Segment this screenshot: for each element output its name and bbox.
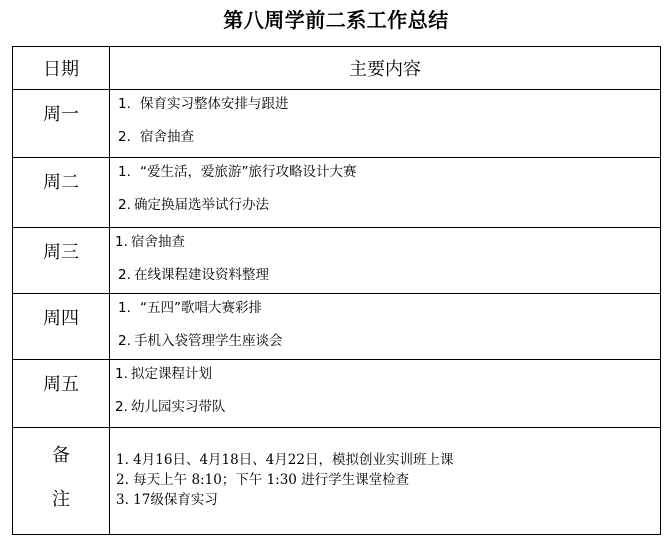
day-cell-wednesday: 周三 bbox=[13, 228, 110, 294]
document-title: 第八周学前二系工作总结 bbox=[223, 8, 449, 32]
notes-label-cell bbox=[13, 428, 110, 535]
content-cell-friday bbox=[110, 360, 661, 428]
content-cell-monday bbox=[110, 90, 661, 158]
table-row bbox=[13, 228, 661, 294]
list-item: 2. 确定换届选举试行办法 bbox=[118, 196, 269, 213]
day-cell-thursday: 周四 bbox=[13, 294, 110, 360]
list-item: 1. 宿舍抽查 bbox=[115, 234, 185, 250]
notes-row bbox=[13, 428, 661, 535]
note-item: 1. 4月16日、4月18日、4月22日，模拟创业实训班上课 bbox=[116, 452, 454, 468]
day-cell-tuesday: 周二 bbox=[13, 158, 110, 228]
list-item: 1. “五四”歌唱大赛彩排 bbox=[118, 300, 262, 316]
notes-label-line: 备 bbox=[52, 445, 70, 466]
weekly-summary-table bbox=[12, 46, 661, 535]
note-item: 2. 每天上午 8:10；下午 1:30 进行学生课堂检查 bbox=[116, 472, 410, 488]
table-row bbox=[13, 294, 661, 360]
day-cell-monday: 周一 bbox=[13, 90, 110, 158]
list-item: 2. 手机入袋管理学生座谈会 bbox=[118, 332, 283, 349]
table-row bbox=[13, 158, 661, 228]
list-item: 1. 保育实习整体安排与跟进 bbox=[118, 96, 289, 112]
table-row bbox=[13, 360, 661, 428]
notes-content-cell bbox=[110, 428, 661, 535]
content-cell-thursday bbox=[110, 294, 661, 360]
day-cell-friday: 周五 bbox=[13, 360, 110, 428]
list-item: 1. “爱生活，爱旅游”旅行攻略设计大赛 bbox=[118, 164, 357, 180]
table-header-row bbox=[13, 47, 661, 90]
note-item: 3. 17级保育实习 bbox=[116, 492, 218, 508]
table-row bbox=[13, 90, 661, 158]
header-content: 主要内容 bbox=[110, 47, 661, 90]
header-date: 日期 bbox=[13, 47, 110, 90]
notes-label-line: 注 bbox=[52, 489, 70, 510]
list-item: 1. 拟定课程计划 bbox=[115, 366, 212, 382]
list-item: 2. 在线课程建设资料整理 bbox=[118, 266, 269, 283]
content-cell-wednesday bbox=[110, 228, 661, 294]
content-cell-tuesday bbox=[110, 158, 661, 228]
list-item: 2. 幼儿园实习带队 bbox=[115, 398, 226, 415]
list-item: 2. 宿舍抽查 bbox=[118, 128, 194, 145]
